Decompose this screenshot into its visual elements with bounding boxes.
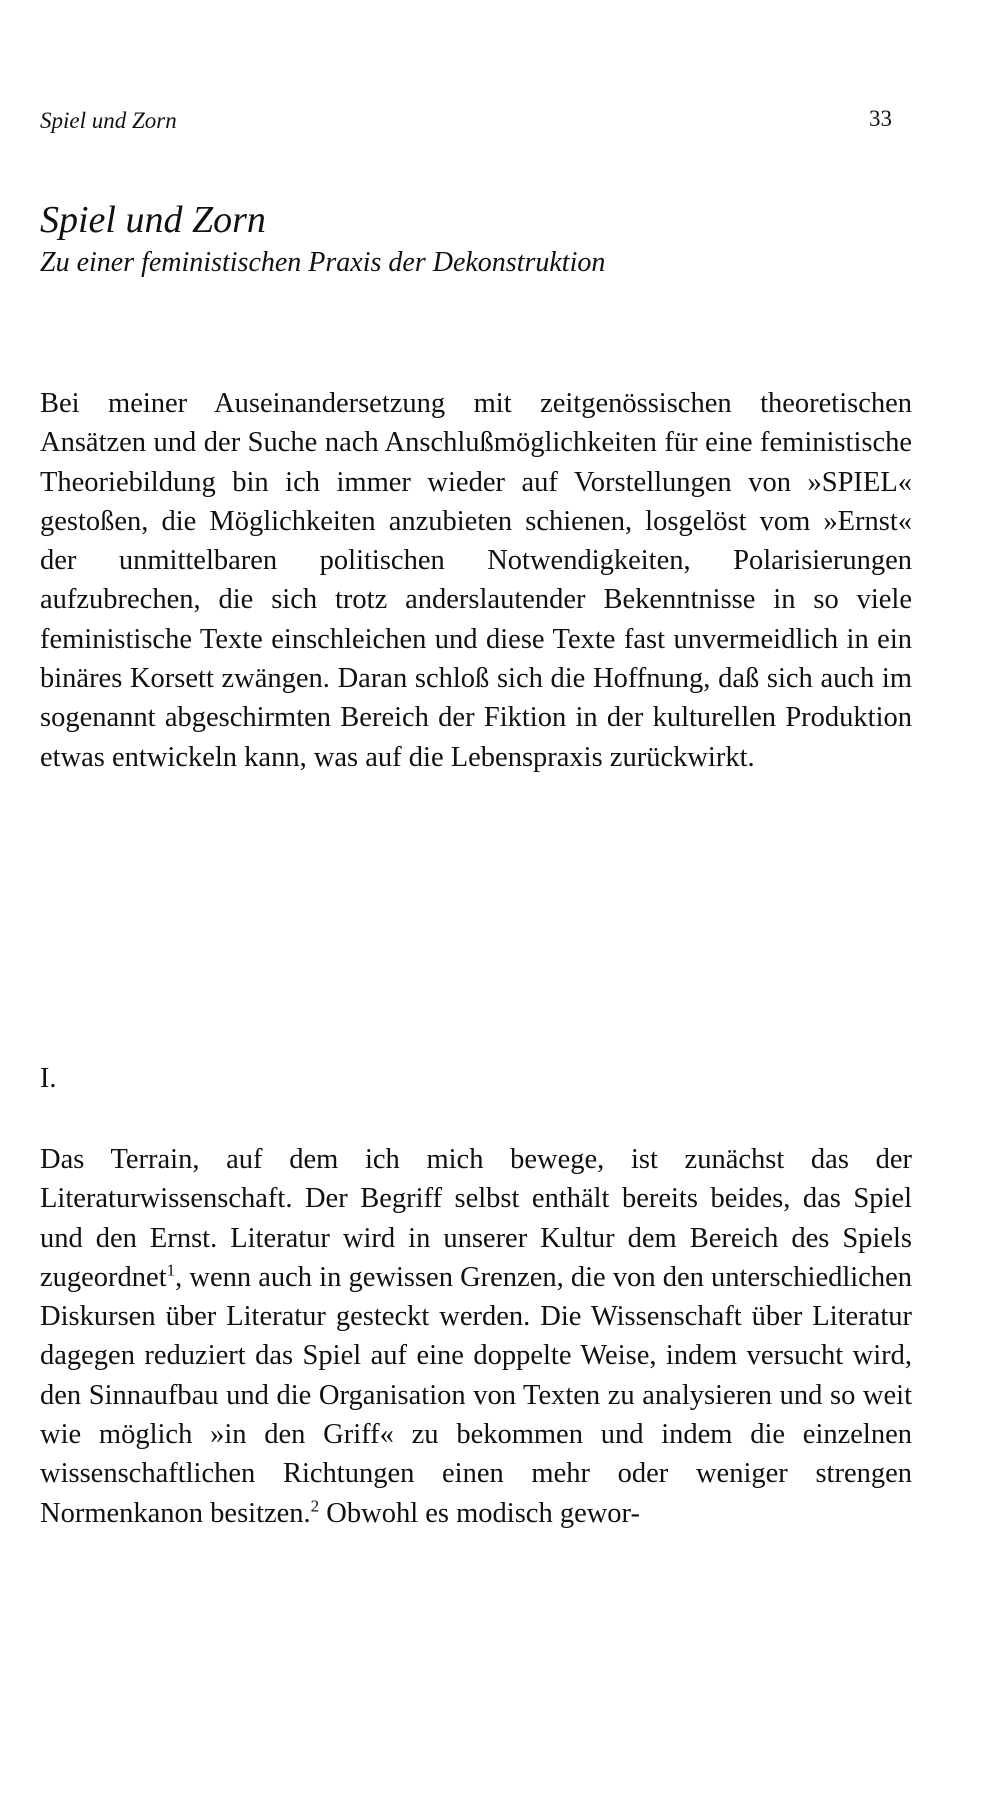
footnote-ref-1[interactable]: 1: [166, 1260, 176, 1280]
article-subtitle: Zu einer feministischen Praxis der Dekonstruktion: [40, 247, 606, 278]
intro-paragraph: Bei meiner Auseinandersetzung mit zeitgenössischen theoretischen Ansätzen und der Suche nach Anschlußmöglichkeiten für eine feministische Theoriebildung bin ich immer wieder auf Vorstellungen von »SPIEL« gestoßen, die Möglichkeiten anzubieten schienen, losgelöst vom »Ernst« der unmittelbaren politischen Notwendigkeiten, Polarisierungen aufzubrechen, die sich trotz anderslautender Bekenntnisse in so viele feministische Texte einschleichen und diese Texte fast unvermeidlich in ein binäres Korsett zwängen. Daran schloß sich die Hoffnung, daß sich auch im sogenannt abgeschirmten Bereich der Fiktion in der kulturellen Produktion etwas entwickeln kann, was auf die Lebenspraxis zurückwirkt.: [40, 388, 912, 773]
footnote-ref-2[interactable]: 2: [310, 1496, 320, 1516]
running-head: Spiel und Zorn: [40, 108, 177, 133]
paragraph-text-part1: Das Terrain, auf dem ich mich bewege, ist zunächst das der Literaturwissenschaft. Der Begriff selbst enthält bereits beides, das Spiel und den Ernst. Literatur wird in unserer Kultur dem Bereich des Spiels zugeordnet: [40, 1144, 912, 1293]
article-title: Spiel und Zorn: [40, 199, 266, 241]
paragraph-text-part2: , wenn auch in gewissen Grenzen, die von den unterschiedlichen Diskursen über Literatur gesteckt werden. Die Wissenschaft über Literatur dagegen reduziert das Spiel auf eine doppelte Weise, indem versucht wird, den Sinnaufbau und die Organisation von Texten zu analysieren und so weit wie möglich »in den Griff« zu bekommen und indem die einzelnen wissenschaftlichen Richtungen einen mehr oder weniger strengen Normenkanon besitzen.: [40, 1261, 912, 1529]
section-paragraph: [40, 1140, 912, 1533]
page-number: 33: [869, 106, 892, 131]
section-number: I.: [40, 1063, 57, 1094]
paragraph-text-part3: Obwohl es modisch gewor-: [319, 1497, 640, 1529]
